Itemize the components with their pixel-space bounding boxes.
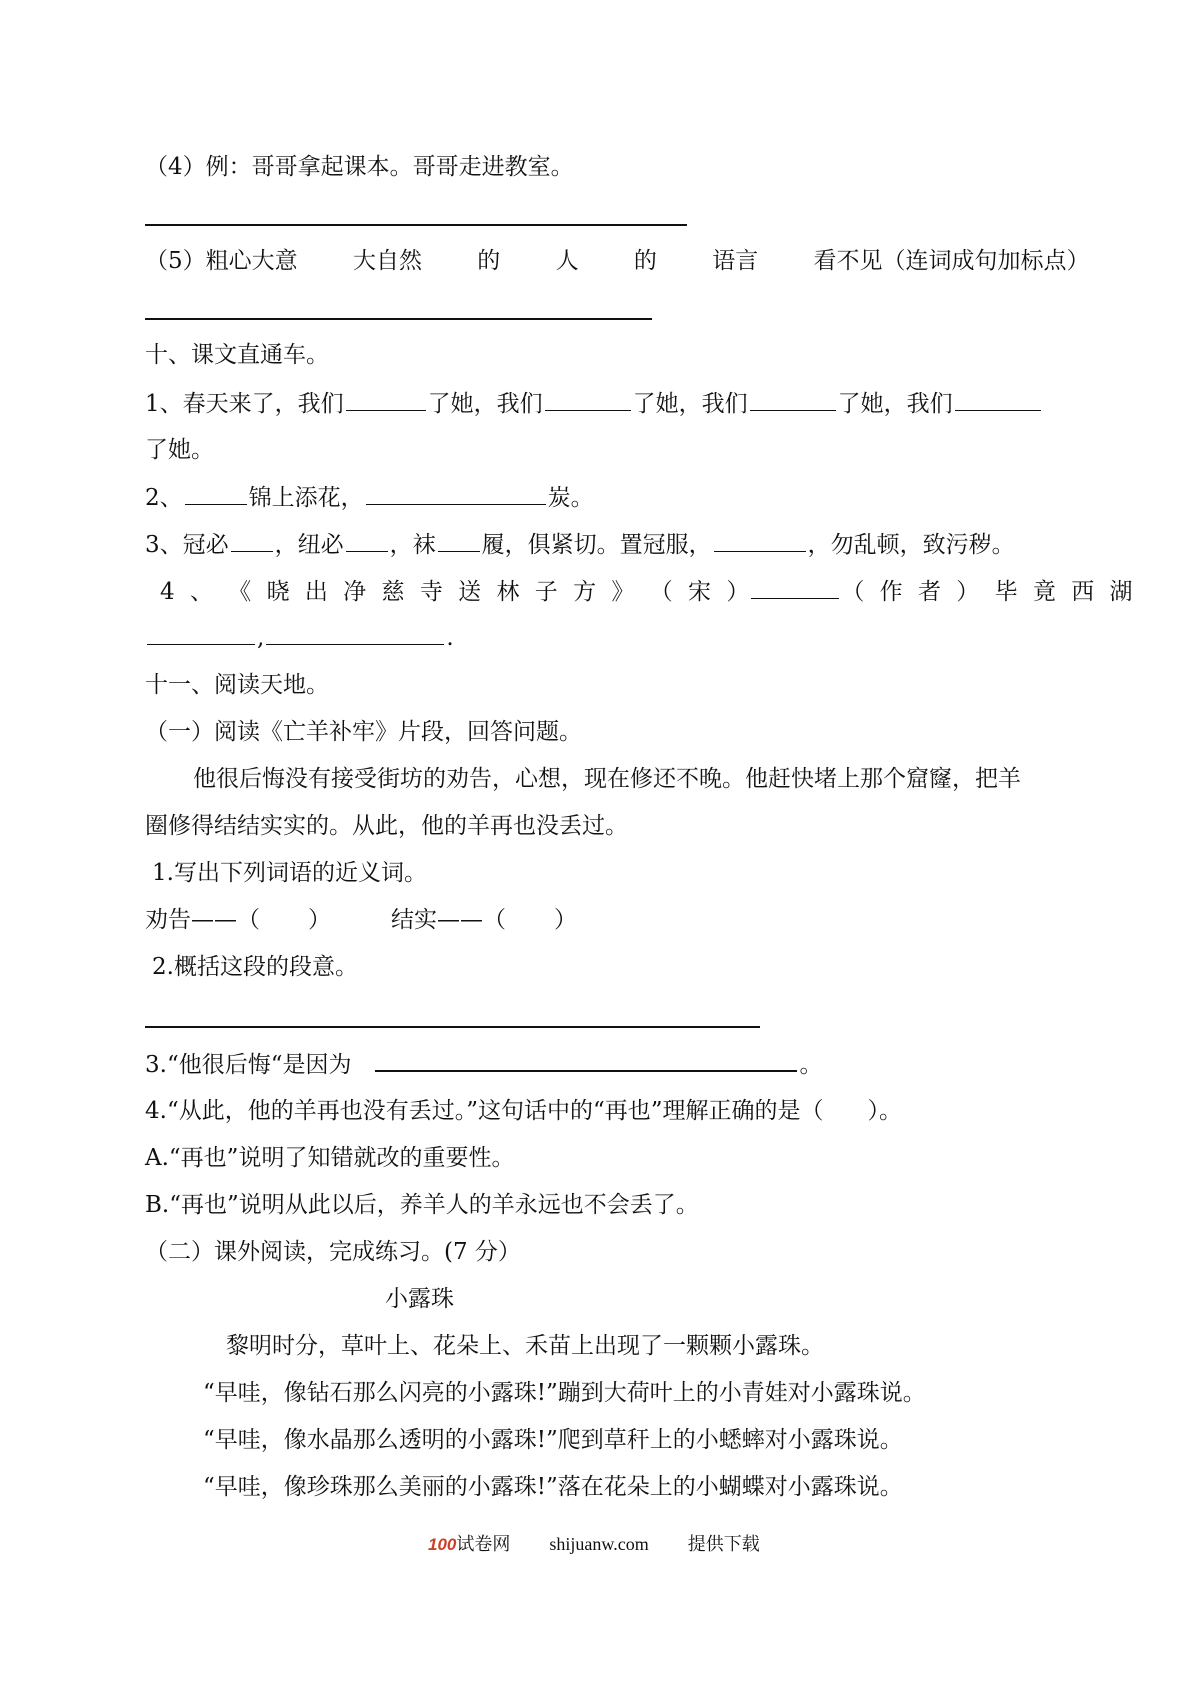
story-line: “早哇，像水晶那么透明的小露珠!”爬到草秆上的小蟋蟀对小露珠说。 xyxy=(203,1427,903,1453)
word: 的 xyxy=(477,248,501,274)
answer-line xyxy=(145,224,687,226)
q10-line1-tail: 了她。 xyxy=(145,437,214,463)
section-10-title: 十、课文直通车。 xyxy=(145,342,329,368)
story-line: 黎明时分，草叶上、花朵上、禾苗上出现了一颗颗小露珠。 xyxy=(226,1333,824,1359)
q10-line4-tail: , . xyxy=(145,622,454,653)
passage-line: 圈修得结结实实的。从此，他的羊再也没丢过。 xyxy=(145,813,628,839)
word: （5）粗心大意 xyxy=(145,248,298,274)
story-title: 小露珠 xyxy=(385,1286,454,1312)
fill-blank[interactable] xyxy=(714,529,806,552)
option-a: A.“再也”说明了知错就改的重要性。 xyxy=(145,1145,515,1171)
fill-blank[interactable] xyxy=(147,622,255,645)
fill-blank[interactable] xyxy=(751,576,839,599)
site-tagline: 提供下载 xyxy=(687,1534,760,1554)
fill-blank[interactable] xyxy=(346,388,426,411)
question-1: 1.写出下列词语的近义词。 xyxy=(152,860,427,886)
q10-line1: 1、春天来了，我们 了她，我们 了她，我们 了她，我们 xyxy=(145,388,1043,419)
question-2: 2.概括这段的段意。 xyxy=(152,954,358,980)
fill-blank[interactable] xyxy=(955,388,1041,411)
fill-blank[interactable] xyxy=(185,482,247,505)
answer-line xyxy=(145,1026,760,1028)
word: 的 xyxy=(633,248,657,274)
fill-blank[interactable] xyxy=(346,529,388,552)
q10-line2: 2、 锦上添花， 炭。 xyxy=(145,482,594,513)
story-line: “早哇，像珍珠那么美丽的小露珠!”落在花朵上的小蝴蝶对小露珠说。 xyxy=(203,1474,903,1500)
q10-line3: 3、冠必 ，纽必 ，袜 履，俱紧切。置冠服， ，勿乱顿，致污秽。 xyxy=(145,529,1015,560)
story-line: “早哇，像钻石那么闪亮的小露珠!”蹦到大荷叶上的小青娃对小露珠说。 xyxy=(203,1380,926,1406)
fill-blank[interactable] xyxy=(545,388,631,411)
word: 大自然 xyxy=(352,248,422,274)
fill-blank[interactable] xyxy=(231,529,273,552)
word: 看不见（连词成句加标点） xyxy=(813,248,1090,274)
fill-blank[interactable] xyxy=(375,1048,797,1072)
fill-blank[interactable] xyxy=(750,388,836,411)
question-4: 4.“从此，他的羊再也没有丢过。”这句话中的“再也”理解正确的是（ ）。 xyxy=(145,1098,902,1124)
fill-blank[interactable] xyxy=(266,622,444,645)
q9-item5 xyxy=(145,246,1090,276)
part1-title: （一）阅读《亡羊补牢》片段，回答问题。 xyxy=(145,719,582,745)
answer-line xyxy=(145,318,652,320)
q9-item4: （4）例：哥哥拿起课本。哥哥走进教室。 xyxy=(145,154,574,180)
option-b: B.“再也”说明从此以后，养羊人的羊永远也不会丢了。 xyxy=(145,1192,699,1218)
part2-title: （二）课外阅读，完成练习。(7 分） xyxy=(145,1239,521,1265)
word: 语言 xyxy=(712,248,759,274)
site-logo: 100 xyxy=(428,1535,457,1554)
word: 人 xyxy=(555,248,579,274)
question-1-items: 劝告——（ ） 结实——（ ） xyxy=(145,907,577,933)
passage-line: 他很后悔没有接受街坊的劝告，心想，现在修还不晚。他赶快堵上那个窟窿，把羊 xyxy=(193,766,1021,792)
fill-blank[interactable] xyxy=(366,482,546,505)
section-11-title: 十一、阅读天地。 xyxy=(145,672,329,698)
fill-blank[interactable] xyxy=(438,529,480,552)
question-3: 3.“他很后悔“是因为 。 xyxy=(145,1048,822,1080)
q10-line4: 4 、 《 晓 出 净 慈 寺 送 林 子 方 》 （ 宋 ） （ 作 者 ） 毕 竟 西 湖 xyxy=(160,576,1133,607)
site-url[interactable]: shijuanw.com xyxy=(549,1534,649,1554)
site-name: 试卷网 xyxy=(456,1534,511,1554)
footer xyxy=(428,1532,760,1557)
